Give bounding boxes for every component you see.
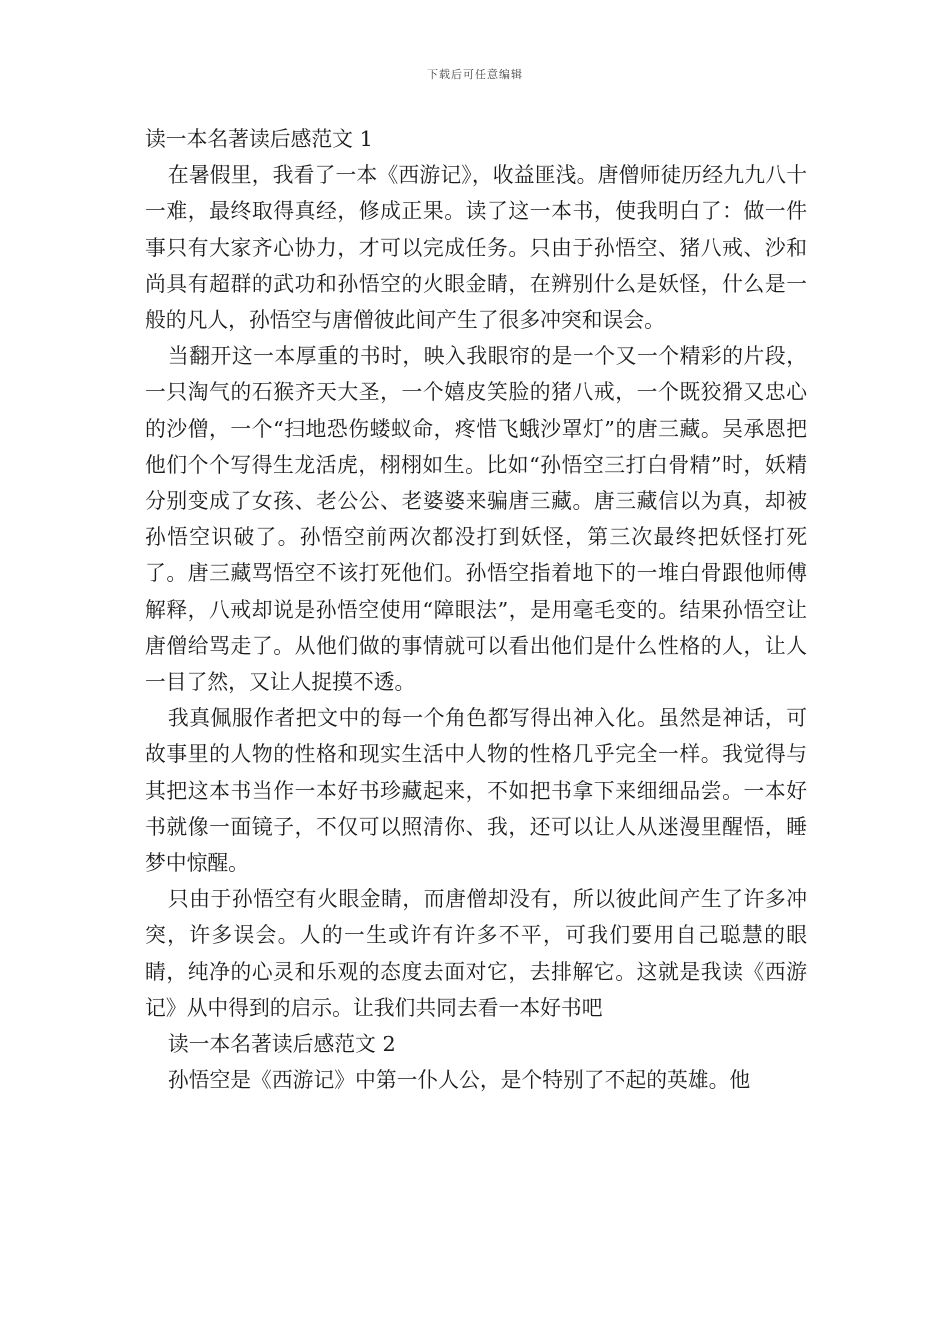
page-header: 下载后可任意编辑 — [427, 68, 523, 81]
article1-title: 读一本名著读后感范文 1 — [145, 127, 373, 151]
article1-paragraph-2: 当翻开这一本厚重的书时，映入我眼帘的是一个又一个精彩的片段，一只淘气的石猴齐天大圣，一个嬉皮笑脸的猪八戒，一个既狡猾又忠心的沙僧，一个“扫地恐伤蝼蚁命，疼惜飞蛾沙罩灯”的唐三藏。吴承恩把他们个个写得生龙活虎，栩栩如生。比如“孙悟空三打白骨精”时，妖精分别变成了女孩、老公公、老婆婆来骗唐三藏。唐三藏信以为真，却被孙悟空识破了。孙悟空前两次都没打到妖怪，第三次最终把妖怪打死了。唐三藏骂悟空不该打死他们。孙悟空指着地下的一堆白骨跟他师傅解释，八戒却说是孙悟空使用“障眼法”，是用毫毛变的。结果孙悟空让唐僧给骂走了。从他们做的事情就可以看出他们是什么性格的人，让人一目了然，又让人捉摸不透。 — [145, 344, 807, 695]
article1-paragraph-4: 只由于孙悟空有火眼金睛，而唐僧却没有，所以彼此间产生了许多冲突，许多误会。人的一生或许有许多不平，可我们要用自己聪慧的眼睛，纯净的心灵和乐观的态度去面对它，去排解它。这就是我读《西游记》从中得到的启示。让我们共同去看一本好书吧 — [145, 887, 807, 1020]
article1-paragraph-1: 在暑假里，我看了一本《西游记》，收益匪浅。唐僧师徒历经九九八十一难，最终取得真经，修成正果。读了这一本书，使我明白了：做一件事只有大家齐心协力，才可以完成任务。只由于孙悟空、猪八戒、沙和尚具有超群的武功和孙悟空的火眼金睛，在辨别什么是妖怪，什么是一般的凡人，孙悟空与唐僧彼此间产生了很多冲突和误会。 — [145, 163, 807, 333]
document-body — [145, 121, 807, 1098]
article2-title: 读一本名著读后感范文 2 — [167, 1032, 396, 1057]
article1-paragraph-3: 我真佩服作者把文中的每一个角色都写得出神入化。虽然是神话，可故事里的人物的性格和现实生活中人物的性格几乎完全一样。我觉得与其把这本书当作一本好书珍藏起来，不如把书拿下来细细品尝。一本好书就像一面镜子，不仅可以照清你、我，还可以让人从迷漫里醒悟，睡梦中惊醒。 — [145, 706, 807, 876]
article2-paragraph-1: 孙悟空是《西游记》中第一仆人公，是个特别了不起的英雄。他 — [167, 1068, 751, 1093]
